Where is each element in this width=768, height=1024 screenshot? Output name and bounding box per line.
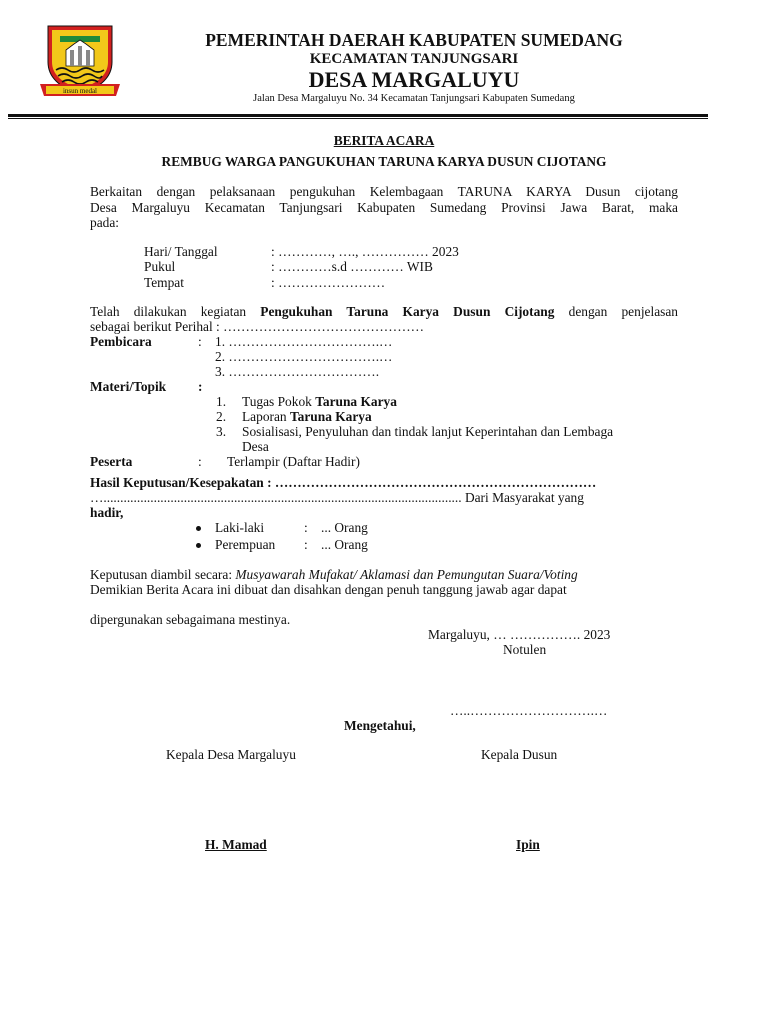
gender-label-female: Perempuan xyxy=(215,537,276,552)
header-address: Jalan Desa Margaluyu No. 34 Kecamatan Tanjungsari Kabupaten Sumedang xyxy=(253,93,575,104)
sumedang-regency-logo-icon xyxy=(40,22,120,100)
sign-left-role: Kepala Desa Margaluyu xyxy=(166,747,296,762)
gender-value-male: ... Orang xyxy=(321,520,368,535)
bullet-icon xyxy=(196,543,201,548)
materi-item-2: Laporan Taruna Karya xyxy=(242,409,372,424)
header-district: KECAMATAN TANJUNGSARI xyxy=(309,51,519,67)
intro-line-3: pada: xyxy=(90,215,119,230)
gender-label-male: Laki-laki xyxy=(215,520,265,535)
keputusan-line: Keputusan diambil secara: Musyawarah Mufakat/ Aklamasi dan Pemungutan Suara/Voting xyxy=(90,567,578,582)
peserta-colon: : xyxy=(198,454,202,469)
pembicara-label: Pembicara xyxy=(90,334,152,349)
header-rule xyxy=(8,114,708,117)
intro-line-2: Desa Margaluyu Kecamatan Tanjungsari Kabupaten Sumedang Provinsi Jawa Barat, maka xyxy=(90,200,678,215)
materi-item-3: Sosialisasi, Penyuluhan dan tindak lanjut Keperintahan dan Lembaga xyxy=(242,424,614,439)
materi-item-3-cont: Desa xyxy=(242,439,269,454)
notulen-signature-line: …..……………………….… xyxy=(450,703,608,718)
pembicara-colon: : xyxy=(198,334,202,349)
place-date: Margaluyu, … ……………. 2023 xyxy=(428,627,611,642)
schedule-value-place: : …………………… xyxy=(271,275,386,290)
gender-colon-female: : xyxy=(304,537,308,552)
demikian-line-1: Demikian Berita Acara ini dibuat dan disahkan dengan penuh tanggung jawab agar dapat xyxy=(90,582,567,597)
schedule-label-date: Hari/ Tanggal xyxy=(144,244,218,259)
materi-num-3: 3. xyxy=(216,424,227,439)
pembicara-item-1: 1. …………………………….… xyxy=(215,334,393,349)
para2-line-2: sebagai berikut Perihal : ……………………………………… xyxy=(90,319,424,334)
gender-value-female: ... Orang xyxy=(321,537,368,552)
sign-right-name: Ipin xyxy=(516,837,540,852)
hasil-label: Hasil Keputusan/Kesepakatan : ……………………………………………………………… xyxy=(90,475,597,490)
doc-title: BERITA ACARA xyxy=(333,133,435,148)
materi-item-1: Tugas Pokok Taruna Karya xyxy=(242,394,397,409)
hasil-line-3: hadir, xyxy=(90,505,124,520)
header-government: PEMERINTAH DAERAH KABUPATEN SUMEDANG xyxy=(205,30,623,50)
demikian-line-2: dipergunakan sebagaimana mestinya. xyxy=(90,612,291,627)
gender-colon-male: : xyxy=(304,520,308,535)
header-rule-thin xyxy=(8,118,708,119)
bullet-icon xyxy=(196,526,201,531)
hasil-line-2: …........................................................................................................... Dari Masyarakat yang xyxy=(90,490,584,505)
sign-left-name: H. Mamad xyxy=(205,837,267,852)
schedule-label-place: Tempat xyxy=(144,275,184,290)
schedule-value-date: : …………, …., …………… 2023 xyxy=(271,244,459,259)
materi-num-2: 2. xyxy=(216,409,227,424)
peserta-label: Peserta xyxy=(90,454,133,469)
mengetahui-label: Mengetahui, xyxy=(344,718,416,733)
schedule-value-time: : …………s.d ………… WIB xyxy=(271,259,433,274)
intro-line-1: Berkaitan dengan pelaksanaan pengukuhan Kelembagaan TARUNA KARYA Dusun cijotang xyxy=(90,184,678,199)
logo-motto: insun medal xyxy=(62,87,98,95)
doc-subtitle: REMBUG WARGA PANGUKUHAN TARUNA KARYA DUSUN CIJOTANG xyxy=(161,154,607,169)
peserta-value: Terlampir (Daftar Hadir) xyxy=(227,454,360,469)
materi-num-1: 1. xyxy=(216,394,227,409)
header-village: DESA MARGALUYU xyxy=(308,67,520,92)
para2-line-1: Telah dilakukan kegiatan Pengukuhan Taruna Karya Dusun Cijotang dengan penjelasan xyxy=(90,304,678,319)
notulen-role: Notulen xyxy=(503,642,547,657)
pembicara-item-3: 3. ……………………………. xyxy=(215,364,380,379)
pembicara-item-2: 2. …………………………….… xyxy=(215,349,393,364)
schedule-label-time: Pukul xyxy=(144,259,176,274)
materi-colon: : xyxy=(198,379,203,394)
materi-label: Materi/Topik xyxy=(90,379,167,394)
sign-right-role: Kepala Dusun xyxy=(481,747,558,762)
